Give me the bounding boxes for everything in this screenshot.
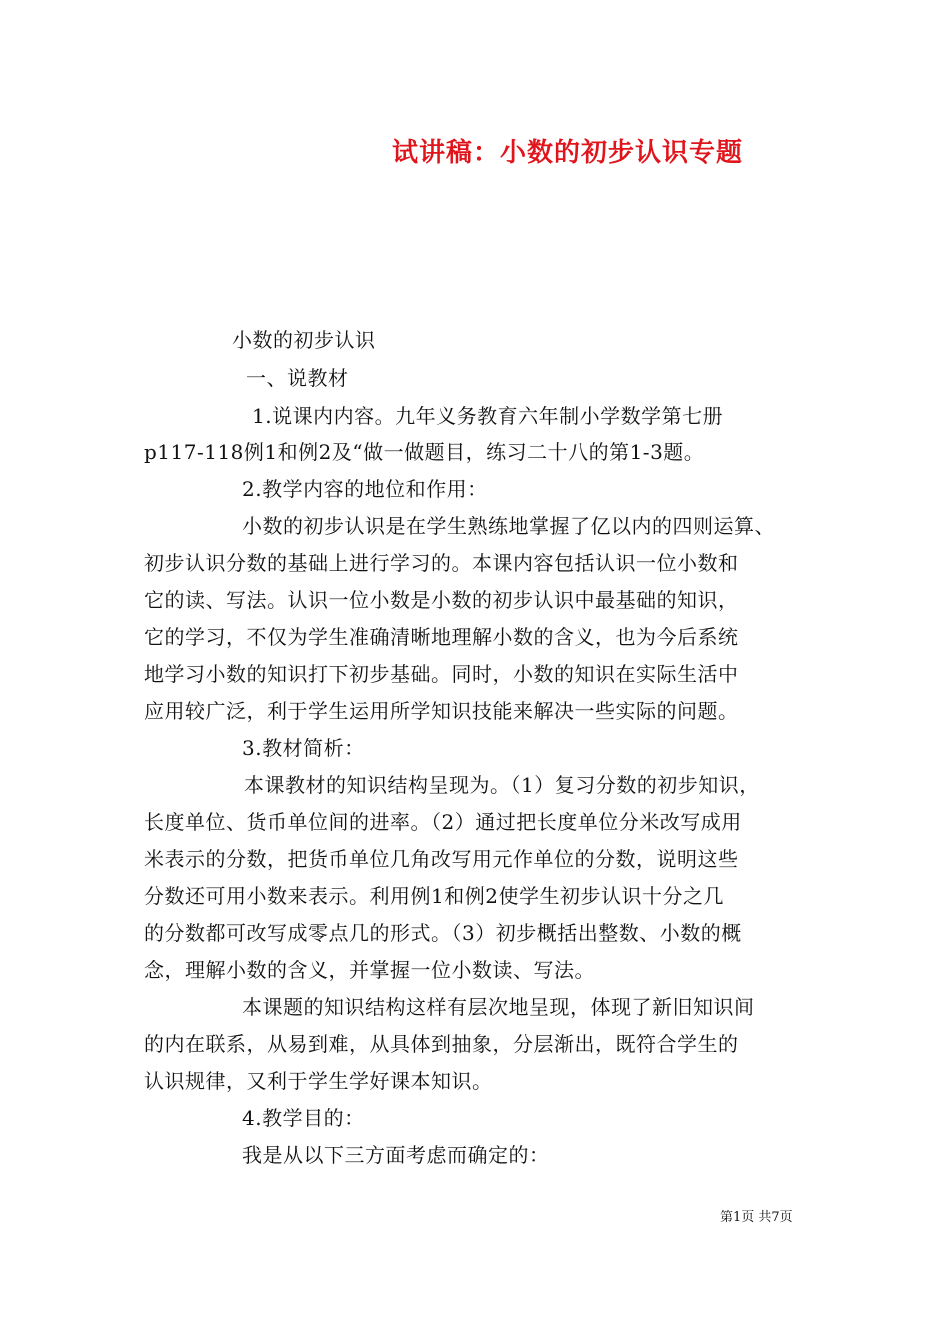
text-line: 本课教材的知识结构呈现为。（1）复习分数的初步知识， [244,773,760,797]
text-line: 地学习小数的知识打下初步基础。同时，小数的知识在实际生活中 [144,662,739,686]
text-line: 一、说教材 [246,366,349,390]
text-line: 它的学习，不仅为学生准确清晰地理解小数的含义，也为今后系统 [144,625,739,649]
text-line: 的分数都可改写成零点几的形式。（3）初步概括出整数、小数的概 [144,921,742,945]
text-line: 念，理解小数的含义，并掌握一位小数读、写法。 [144,958,595,982]
text-line: 小数的初步认识是在学生熟练地掌握了亿以内的四则运算、 [242,514,775,538]
text-line: 我是从以下三方面考虑而确定的： [242,1143,550,1167]
text-line: 初步认识分数的基础上进行学习的。本课内容包括认识一位小数和 [144,551,739,575]
text-line: 本课题的知识结构这样有层次地呈现，体现了新旧知识间 [242,995,755,1019]
text-line: 3.教材简析： [242,736,365,760]
text-line: 分数还可用小数来表示。利用例1和例2使学生初步认识十分之几 [144,884,724,908]
text-line: 2.教学内容的地位和作用： [242,477,488,501]
text-line: 的内在联系，从易到难，从具体到抽象，分层渐出，既符合学生的 [144,1032,739,1056]
text-line: 长度单位、货币单位间的进率。（2）通过把长度单位分米改写成用 [144,810,742,834]
text-line: 应用较广泛，利于学生运用所学知识技能来解决一些实际的问题。 [144,699,739,723]
text-line: 小数的初步认识 [232,328,376,352]
text-line: 它的读、写法。认识一位小数是小数的初步认识中最基础的知识， [144,588,739,612]
text-line: 米表示的分数，把货币单位几角改写用元作单位的分数，说明这些 [144,847,739,871]
document-title: 试讲稿：小数的初步认识专题 [392,138,744,168]
text-line: 1.说课内内容。九年义务教育六年制小学数学第七册 [252,404,724,428]
page-number-footer: 第1页 共7页 [720,1210,793,1225]
text-line: 认识规律，又利于学生学好课本知识。 [144,1069,493,1093]
text-line: 4.教学目的： [242,1106,365,1130]
text-line: p117-118例1和例2及“做一做题目，练习二十八的第1-3题。 [144,440,705,464]
